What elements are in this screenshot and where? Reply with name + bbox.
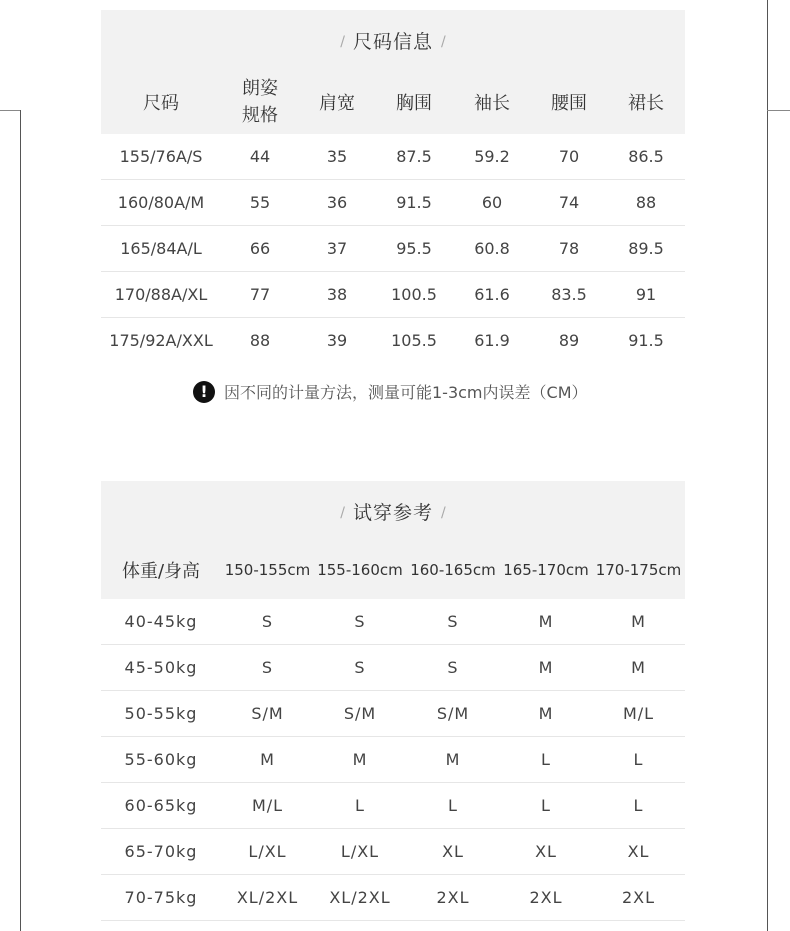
table-cell: S [221,599,314,645]
row-label-cell: 60-65kg [101,783,221,829]
table-cell: L/XL [221,829,314,875]
table-cell: 74 [531,180,607,226]
table-cell: S [406,645,500,691]
table-cell: XL [500,829,592,875]
frame-tick-left [0,110,20,111]
table-cell: 2XL [500,875,592,921]
row-label-cell: 165/84A/L [101,226,221,272]
table-row [101,645,685,691]
table-cell: 100.5 [375,272,453,318]
table-cell: XL [592,829,685,875]
table-row [101,318,685,364]
row-label-cell: 65-70kg [101,829,221,875]
table-cell: 89.5 [607,226,685,272]
fit-reference-header-row [101,541,685,599]
table-row [101,691,685,737]
table-cell: M [592,645,685,691]
table-cell: L/XL [314,829,406,875]
table-cell: 66 [221,226,299,272]
title-slash-left: / [340,34,345,50]
row-label-cell: 40-45kg [101,599,221,645]
frame-left-line [20,110,21,931]
table-cell: 87.5 [375,134,453,180]
table-cell: M [406,737,500,783]
table-row [101,737,685,783]
table-cell: M [500,599,592,645]
table-cell: 60.8 [453,226,531,272]
table-cell: M [500,645,592,691]
fit-reference-body [101,599,685,921]
size-info-header-cell [221,70,299,134]
size-info-title-bar [101,10,685,70]
size-info-header-cell: 胸围 [396,93,432,114]
fit-reference-title: 试穿参考 [352,501,433,524]
row-label-cell: 155/76A/S [101,134,221,180]
table-cell: 105.5 [391,331,437,350]
table-cell: S [314,599,406,645]
frame-right-line [767,0,768,931]
header-spec-label: 朗姿规格 [242,78,278,126]
fit-reference-title-bar [101,481,685,541]
measurement-note [193,380,588,403]
table-cell: 55 [221,180,299,226]
size-info-header-cell: 肩宽 [319,93,355,114]
table-cell: 60 [453,180,531,226]
table-cell: 91 [607,272,685,318]
title-slash-right: / [441,505,446,521]
table-cell: S [406,599,500,645]
title-slash-right: / [441,34,446,50]
fit-reference-header-cell: 150-155cm [224,561,311,579]
size-info-header-cell: 尺码 [143,93,179,114]
row-label-cell: 50-55kg [101,691,221,737]
fit-reference-header-cell: 170-175cm [595,561,682,579]
fit-reference-header-cell: 160-165cm [410,561,496,579]
table-cell: M/L [592,691,685,737]
fit-reference-header-cell: 165-170cm [503,561,589,579]
note-text: 因不同的计量方法，测量可能1-3cm内误差（CM） [224,383,588,402]
table-cell: 61.6 [453,272,531,318]
table-row [101,272,685,318]
fit-reference-table [101,541,685,921]
table-row [101,829,685,875]
table-row [101,783,685,829]
table-cell: L [592,737,685,783]
table-cell: 37 [299,226,375,272]
table-cell: S [314,645,406,691]
table-cell: 70 [531,134,607,180]
table-cell: 61.9 [474,331,510,350]
row-label-cell: 175/92A/XXL [109,331,213,350]
table-cell: L [592,783,685,829]
table-cell: 2XL [406,875,500,921]
table-cell: L [500,737,592,783]
table-cell: 35 [299,134,375,180]
table-cell: 39 [326,331,348,350]
table-cell: 36 [299,180,375,226]
table-cell: 89 [558,331,580,350]
row-label-cell: 170/88A/XL [101,272,221,318]
table-cell: M/L [221,783,314,829]
fit-reference-header-cell: 155-160cm [317,561,403,579]
row-label-cell: 45-50kg [101,645,221,691]
table-cell: 59.2 [453,134,531,180]
row-label-cell: 70-75kg [101,875,221,921]
title-slash-left: / [340,505,345,521]
table-row [101,599,685,645]
frame-tick-right [767,110,790,111]
table-row [101,134,685,180]
size-info-header-cell: 腰围 [551,93,587,114]
exclamation-icon: ! [193,381,215,403]
size-info-header-row [101,70,685,134]
size-info-title: 尺码信息 [352,30,433,53]
size-info-header-cell: 裙长 [628,93,664,114]
size-info-panel [101,10,685,363]
table-cell: M [500,691,592,737]
size-info-header-cell: 袖长 [474,93,510,114]
table-cell: S/M [314,691,406,737]
table-cell: XL/2XL [221,875,314,921]
fit-reference-panel [101,481,685,921]
table-cell: S [221,645,314,691]
row-label-cell: 55-60kg [101,737,221,783]
table-cell: XL [406,829,500,875]
table-cell: L [314,783,406,829]
table-row [101,180,685,226]
fit-reference-header-cell: 体重/身高 [121,561,201,582]
table-cell: XL/2XL [314,875,406,921]
table-row [101,226,685,272]
table-cell: L [406,783,500,829]
table-cell: 91.5 [628,331,664,350]
size-info-table [101,70,685,363]
table-row [101,875,685,921]
size-info-body [101,134,685,363]
table-cell: 83.5 [531,272,607,318]
table-cell: 44 [221,134,299,180]
table-cell: 2XL [592,875,685,921]
table-cell: 95.5 [375,226,453,272]
table-cell: S/M [406,691,500,737]
table-cell: M [592,599,685,645]
table-cell: M [314,737,406,783]
table-cell: 38 [299,272,375,318]
table-cell: 88 [607,180,685,226]
table-cell: M [221,737,314,783]
table-cell: 78 [531,226,607,272]
row-label-cell: 160/80A/M [101,180,221,226]
table-cell: 86.5 [607,134,685,180]
table-cell: 91.5 [375,180,453,226]
table-cell: S/M [221,691,314,737]
table-cell: L [500,783,592,829]
table-cell: 88 [249,331,271,350]
table-cell: 77 [221,272,299,318]
